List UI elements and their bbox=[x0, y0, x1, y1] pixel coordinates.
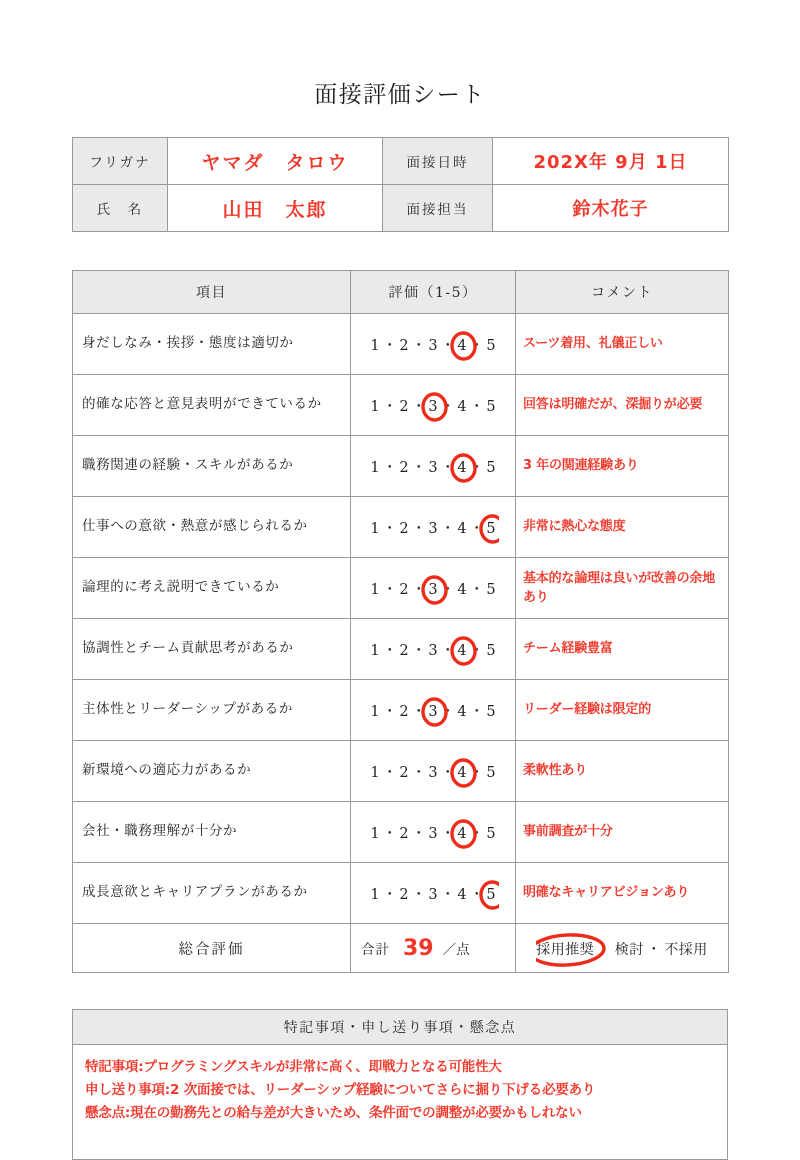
scale-value-1[interactable]: 1 bbox=[370, 459, 380, 476]
decision-separator: ・ bbox=[597, 941, 612, 958]
scale-value-3[interactable]: 3 bbox=[428, 581, 438, 598]
scale-separator: ・ bbox=[411, 581, 426, 598]
scale-value-3[interactable]: 3 bbox=[428, 764, 438, 781]
scale-value-1[interactable]: 1 bbox=[370, 581, 380, 598]
notes-body-row bbox=[73, 1045, 728, 1160]
scale-separator: ・ bbox=[382, 642, 397, 659]
total-score-cell[interactable] bbox=[351, 924, 516, 973]
scale-value-2[interactable]: 2 bbox=[399, 398, 409, 415]
scale-separator: ・ bbox=[382, 520, 397, 537]
evaluation-comment[interactable]: チーム経験豊富 bbox=[516, 619, 729, 680]
scale-separator: ・ bbox=[440, 825, 455, 842]
scale-value-4[interactable]: 4 bbox=[457, 337, 467, 354]
column-header-item: 項目 bbox=[73, 271, 351, 314]
scale-value-5[interactable]: 5 bbox=[486, 703, 496, 720]
scale-value-3[interactable]: 3 bbox=[428, 886, 438, 903]
scale-value-4[interactable]: 4 bbox=[457, 581, 467, 598]
note-line: 申し送り事項:2 次面接では、リーダーシップ経験についてさらに掘り下げる必要あり bbox=[85, 1082, 596, 1099]
table-row bbox=[73, 558, 729, 619]
scale-value-2[interactable]: 2 bbox=[399, 581, 409, 598]
scale-separator: ・ bbox=[469, 520, 484, 537]
evaluation-score-cell[interactable] bbox=[351, 619, 516, 680]
score-scale[interactable] bbox=[368, 888, 499, 903]
scale-value-5[interactable]: 5 bbox=[486, 764, 496, 781]
table-row bbox=[73, 138, 729, 185]
evaluation-item-label: 職務関連の経験・スキルがあるか bbox=[73, 436, 351, 497]
scale-separator: ・ bbox=[440, 520, 455, 537]
table-row bbox=[73, 375, 729, 436]
scale-value-2[interactable]: 2 bbox=[399, 520, 409, 537]
evaluation-score-cell[interactable] bbox=[351, 436, 516, 497]
interview-date-label: 面接日時 bbox=[383, 138, 493, 185]
scale-value-3[interactable]: 3 bbox=[428, 520, 438, 537]
scale-value-5[interactable]: 5 bbox=[486, 398, 496, 415]
table-row bbox=[73, 497, 729, 558]
scale-value-5[interactable]: 5 bbox=[486, 642, 496, 659]
evaluation-comment[interactable]: 明確なキャリアビジョンあり bbox=[516, 863, 729, 924]
scale-value-1[interactable]: 1 bbox=[370, 825, 380, 842]
scale-value-3[interactable]: 3 bbox=[428, 825, 438, 842]
scale-value-4[interactable]: 4 bbox=[457, 398, 467, 415]
score-scale[interactable] bbox=[368, 644, 499, 659]
table-row bbox=[73, 680, 729, 741]
scale-value-3[interactable]: 3 bbox=[428, 459, 438, 476]
scale-value-4[interactable]: 4 bbox=[457, 703, 467, 720]
scale-separator: ・ bbox=[440, 581, 455, 598]
scale-separator: ・ bbox=[469, 581, 484, 598]
total-evaluation-row bbox=[73, 924, 729, 973]
decision-option-1[interactable]: 採用推奨 bbox=[536, 941, 595, 958]
evaluation-comment[interactable]: 基本的な論理は良いが改善の余地あり bbox=[516, 558, 729, 619]
scale-value-1[interactable]: 1 bbox=[370, 520, 380, 537]
evaluation-comment[interactable]: 柔軟性あり bbox=[516, 741, 729, 802]
decision-cell[interactable] bbox=[516, 924, 729, 973]
name-value-cell[interactable] bbox=[168, 185, 383, 232]
score-scale[interactable] bbox=[368, 461, 499, 476]
evaluation-score-cell[interactable] bbox=[351, 680, 516, 741]
total-evaluation-label: 総合評価 bbox=[73, 924, 351, 973]
applicant-info-table bbox=[72, 137, 729, 232]
score-scale[interactable] bbox=[368, 339, 499, 354]
evaluation-item-label: 協調性とチーム貢献思考があるか bbox=[73, 619, 351, 680]
scale-value-4[interactable]: 4 bbox=[457, 459, 467, 476]
note-line: 懸念点:現在の勤務先との給与差が大きいため、条件面での調整が必要かもしれない bbox=[85, 1105, 582, 1122]
evaluation-score-cell[interactable] bbox=[351, 497, 516, 558]
evaluation-item-label: 仕事への意欲・熱意が感じられるか bbox=[73, 497, 351, 558]
scale-value-4[interactable]: 4 bbox=[457, 825, 467, 842]
scale-separator: ・ bbox=[411, 703, 426, 720]
kana-value-cell[interactable] bbox=[168, 138, 383, 185]
evaluation-score-cell[interactable] bbox=[351, 314, 516, 375]
scale-value-2[interactable]: 2 bbox=[399, 703, 409, 720]
scale-value-1[interactable]: 1 bbox=[370, 764, 380, 781]
scale-value-1[interactable]: 1 bbox=[370, 703, 380, 720]
evaluation-item-label: 会社・職務理解が十分か bbox=[73, 802, 351, 863]
notes-table bbox=[72, 1009, 728, 1160]
scale-separator: ・ bbox=[411, 459, 426, 476]
score-scale[interactable] bbox=[368, 522, 499, 537]
evaluation-table bbox=[72, 270, 729, 973]
page-title: 面接評価シート bbox=[314, 82, 486, 108]
scale-separator: ・ bbox=[382, 764, 397, 781]
evaluation-item-label: 成長意欲とキャリアプランがあるか bbox=[73, 863, 351, 924]
score-scale[interactable] bbox=[368, 705, 499, 720]
evaluation-comment[interactable]: 事前調査が十分 bbox=[516, 802, 729, 863]
scale-separator: ・ bbox=[382, 398, 397, 415]
scale-separator: ・ bbox=[411, 825, 426, 842]
evaluation-score-cell[interactable] bbox=[351, 558, 516, 619]
scale-value-4[interactable]: 4 bbox=[457, 520, 467, 537]
notes-header: 特記事項・申し送り事項・懸念点 bbox=[73, 1010, 728, 1045]
evaluation-comment[interactable]: 非常に熱心な態度 bbox=[516, 497, 729, 558]
table-row bbox=[73, 802, 729, 863]
evaluation-table-body bbox=[73, 314, 729, 924]
score-scale[interactable] bbox=[368, 583, 499, 598]
scale-value-3[interactable]: 3 bbox=[428, 642, 438, 659]
evaluation-comment[interactable]: スーツ着用、礼儀正しい bbox=[516, 314, 729, 375]
table-row bbox=[73, 741, 729, 802]
scale-value-5[interactable]: 5 bbox=[486, 825, 496, 842]
scale-value-5[interactable]: 5 bbox=[486, 337, 496, 354]
scale-value-2[interactable]: 2 bbox=[399, 337, 409, 354]
kana-value: ヤマダ タロウ bbox=[201, 151, 349, 174]
evaluation-score-cell[interactable] bbox=[351, 802, 516, 863]
decision-options[interactable] bbox=[536, 943, 708, 957]
scale-value-4[interactable]: 4 bbox=[457, 642, 467, 659]
scale-separator: ・ bbox=[382, 337, 397, 354]
scale-separator: ・ bbox=[440, 703, 455, 720]
scale-separator: ・ bbox=[382, 581, 397, 598]
scale-value-3[interactable]: 3 bbox=[428, 337, 438, 354]
table-row bbox=[73, 863, 729, 924]
name-label: 氏 名 bbox=[73, 185, 168, 232]
scale-separator: ・ bbox=[469, 642, 484, 659]
scale-separator: ・ bbox=[411, 886, 426, 903]
scale-separator: ・ bbox=[440, 642, 455, 659]
interviewer-value: 鈴木花子 bbox=[572, 199, 649, 220]
notes-body[interactable] bbox=[73, 1045, 728, 1160]
column-header-comment: コメント bbox=[516, 271, 729, 314]
notes-header-row bbox=[73, 1010, 728, 1045]
scale-separator: ・ bbox=[440, 337, 455, 354]
scale-value-2[interactable]: 2 bbox=[399, 459, 409, 476]
score-scale[interactable] bbox=[368, 400, 499, 415]
scale-value-3[interactable]: 3 bbox=[428, 703, 438, 720]
scale-separator: ・ bbox=[411, 398, 426, 415]
evaluation-item-label: 新環境への適応力があるか bbox=[73, 741, 351, 802]
scale-value-3[interactable]: 3 bbox=[428, 398, 438, 415]
scale-value-2[interactable]: 2 bbox=[399, 642, 409, 659]
column-header-score: 評価（1-5） bbox=[351, 271, 516, 314]
scale-value-2[interactable]: 2 bbox=[399, 886, 409, 903]
scale-separator: ・ bbox=[469, 886, 484, 903]
sum-label: 合計 bbox=[361, 941, 390, 958]
decision-option-3[interactable]: 不採用 bbox=[664, 941, 708, 958]
scale-separator: ・ bbox=[469, 337, 484, 354]
evaluation-item-label: 論理的に考え説明できているか bbox=[73, 558, 351, 619]
scale-separator: ・ bbox=[469, 764, 484, 781]
scale-separator: ・ bbox=[411, 642, 426, 659]
interviewer-label: 面接担当 bbox=[383, 185, 493, 232]
evaluation-table-header-row bbox=[73, 271, 729, 314]
scale-value-1[interactable]: 1 bbox=[370, 886, 380, 903]
evaluation-item-label: 身だしなみ・挨拶・態度は適切か bbox=[73, 314, 351, 375]
scale-separator: ・ bbox=[382, 703, 397, 720]
scale-value-1[interactable]: 1 bbox=[370, 398, 380, 415]
scale-separator: ・ bbox=[411, 520, 426, 537]
decision-option-2[interactable]: 検討 bbox=[614, 941, 644, 958]
scale-separator: ・ bbox=[411, 764, 426, 781]
table-row bbox=[73, 185, 729, 232]
scale-separator: ・ bbox=[469, 825, 484, 842]
sum-unit: ／点 bbox=[442, 941, 470, 958]
score-scale[interactable] bbox=[368, 827, 499, 842]
table-row bbox=[73, 619, 729, 680]
scale-value-2[interactable]: 2 bbox=[399, 825, 409, 842]
scale-value-5[interactable]: 5 bbox=[486, 459, 496, 476]
kana-label: フリガナ bbox=[73, 138, 168, 185]
evaluation-comment[interactable]: 3 年の関連経験あり bbox=[516, 436, 729, 497]
evaluation-score-cell[interactable] bbox=[351, 863, 516, 924]
note-line: 特記事項:プログラミングスキルが非常に高く、即戦力となる可能性大 bbox=[85, 1059, 502, 1075]
scale-separator: ・ bbox=[382, 459, 397, 476]
scale-separator: ・ bbox=[469, 459, 484, 476]
scale-value-1[interactable]: 1 bbox=[370, 337, 380, 354]
scale-separator: ・ bbox=[440, 764, 455, 781]
scale-value-1[interactable]: 1 bbox=[370, 642, 380, 659]
interview-date-value-cell[interactable] bbox=[493, 138, 729, 185]
scale-value-2[interactable]: 2 bbox=[399, 764, 409, 781]
evaluation-score-cell[interactable] bbox=[351, 375, 516, 436]
sum-value: 39 bbox=[403, 935, 434, 961]
evaluation-comment[interactable]: 回答は明確だが、深掘りが必要 bbox=[516, 375, 729, 436]
decision-separator: ・ bbox=[646, 941, 662, 958]
table-row bbox=[73, 436, 729, 497]
scale-value-4[interactable]: 4 bbox=[457, 764, 467, 781]
scale-separator: ・ bbox=[382, 825, 397, 842]
score-scale[interactable] bbox=[368, 766, 499, 781]
scale-value-5[interactable]: 5 bbox=[486, 886, 496, 903]
scale-value-4[interactable]: 4 bbox=[457, 886, 467, 903]
evaluation-item-label: 的確な応答と意見表明ができているか bbox=[73, 375, 351, 436]
interview-date-value: 202X年 9月 1日 bbox=[533, 152, 688, 173]
interviewer-value-cell[interactable] bbox=[493, 185, 729, 232]
evaluation-item-label: 主体性とリーダーシップがあるか bbox=[73, 680, 351, 741]
scale-value-5[interactable]: 5 bbox=[486, 520, 496, 537]
scale-separator: ・ bbox=[440, 459, 455, 476]
scale-separator: ・ bbox=[411, 337, 426, 354]
evaluation-score-cell[interactable] bbox=[351, 741, 516, 802]
scale-separator: ・ bbox=[469, 703, 484, 720]
evaluation-comment[interactable]: リーダー経験は限定的 bbox=[516, 680, 729, 741]
scale-separator: ・ bbox=[440, 886, 455, 903]
table-row bbox=[73, 314, 729, 375]
scale-value-5[interactable]: 5 bbox=[486, 581, 496, 598]
scale-separator: ・ bbox=[469, 398, 484, 415]
scale-separator: ・ bbox=[382, 886, 397, 903]
name-value: 山田 太郎 bbox=[222, 198, 328, 221]
scale-separator: ・ bbox=[440, 398, 455, 415]
